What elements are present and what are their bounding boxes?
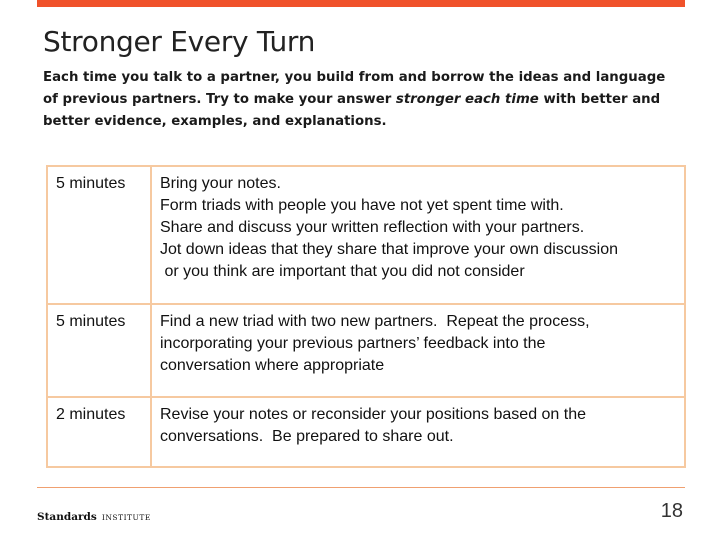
activity-table (46, 165, 686, 468)
table-row (47, 304, 685, 397)
page-number: 18 (660, 500, 683, 522)
intro-text-part2: with better and better evidence, examples, and explanations. (43, 92, 661, 129)
instruction-cell (151, 304, 685, 397)
intro-paragraph (43, 67, 683, 133)
standards-institute-logo (37, 505, 151, 524)
instruction-line: Form triads with people you have not yet spent time with. (160, 197, 564, 214)
logo-institute-text: INSTITUTE (101, 513, 151, 522)
instruction-line: Find a new triad with two new partners. Repeat the process, (160, 313, 590, 330)
table-row (47, 397, 685, 467)
instruction-cell (151, 397, 685, 467)
time-cell: 2 minutes (47, 397, 151, 467)
intro-emphasis: stronger each time (395, 92, 539, 107)
intro-text-part1: Each time you talk to a partner, you build from and borrow the ideas and language of previous partners. Try to make your answer (43, 70, 666, 107)
footer-divider (37, 487, 685, 488)
instruction-cell (151, 166, 685, 304)
instruction-line: Bring your notes. (160, 175, 281, 192)
time-cell: 5 minutes (47, 166, 151, 304)
table-row (47, 166, 685, 304)
slide-title: Stronger Every Turn (43, 25, 316, 58)
logo-brand-text: Standards (37, 511, 97, 523)
instruction-line: conversation where appropriate (160, 357, 385, 374)
instruction-line: Share and discuss your written reflection with your partners. (160, 219, 585, 236)
instruction-line: Revise your notes or reconsider your positions based on the (160, 406, 587, 423)
instruction-line: incorporating your previous partners’ feedback into the (160, 335, 546, 352)
instruction-line: conversations. Be prepared to share out. (160, 428, 454, 445)
instruction-line: or you think are important that you did not consider (160, 263, 525, 280)
top-accent-bar (37, 0, 685, 7)
time-cell: 5 minutes (47, 304, 151, 397)
instruction-line: Jot down ideas that they share that improve your own discussion (160, 241, 619, 258)
